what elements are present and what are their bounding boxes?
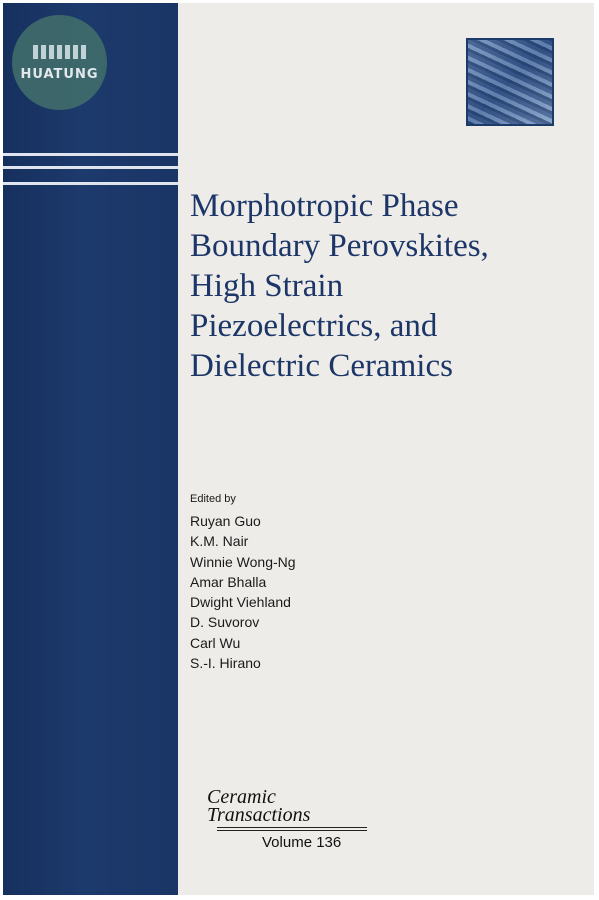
- editor-name: D. Suvorov: [190, 614, 260, 631]
- editor-name: S.-I. Hirano: [190, 655, 261, 672]
- spine-stripe: [3, 166, 178, 169]
- series-name-line2: Transactions: [207, 804, 311, 826]
- spine-stripe: [3, 153, 178, 156]
- edited-by-label: Edited by: [190, 493, 236, 505]
- editor-name: K.M. Nair: [190, 533, 249, 550]
- logo-bars: [33, 45, 86, 59]
- cover-thumbnail-image: [466, 38, 554, 126]
- blue-spine-band: [3, 3, 178, 895]
- editor-name: Ruyan Guo: [190, 513, 261, 529]
- huatung-logo-icon: [12, 15, 107, 110]
- series-rule: [217, 827, 367, 828]
- volume-number: Volume 136: [262, 834, 342, 851]
- book-title: Morphotropic Phase Boundary Perovskites, High Strain Piezoelectrics, and Dielectric Ceramics: [190, 188, 489, 384]
- editor-name: Winnie Wong-Ng: [190, 553, 296, 570]
- editor-list: [190, 511, 296, 673]
- book-cover: [3, 3, 594, 895]
- editor-name: Dwight Viehland: [190, 594, 291, 611]
- badge-text: HUATUNG: [20, 67, 99, 82]
- editors-block: [190, 493, 296, 673]
- cover-panel: [178, 3, 594, 895]
- series-name-line1: Ceramic: [207, 786, 276, 808]
- editor-name: Amar Bhalla: [190, 573, 267, 590]
- series-rule: [217, 830, 367, 831]
- spine-stripe: [3, 182, 178, 185]
- editor-name: Carl Wu: [190, 634, 241, 651]
